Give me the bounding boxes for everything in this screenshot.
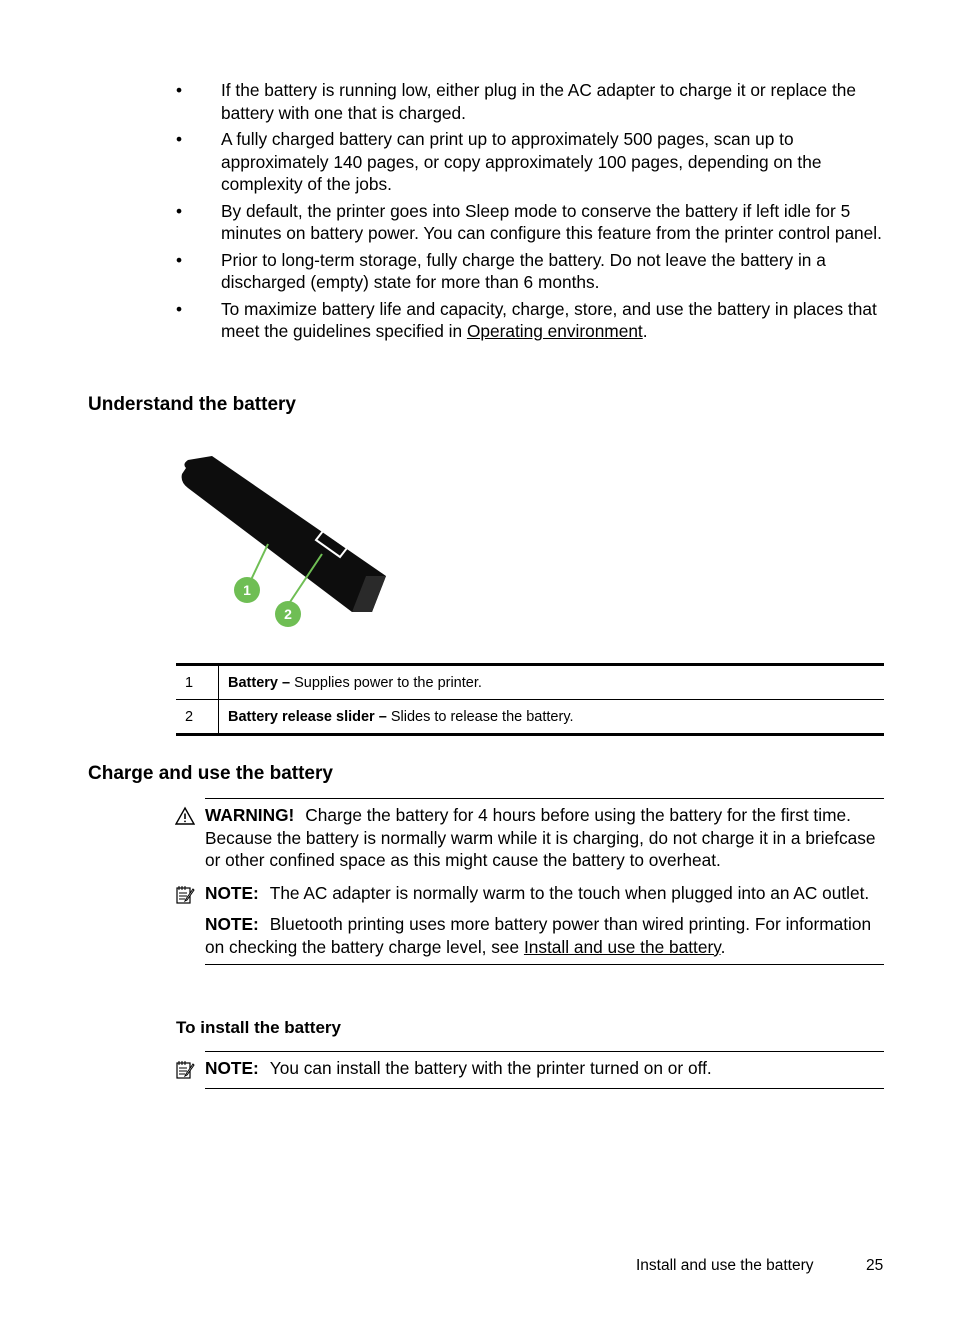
heading-charge-battery: Charge and use the battery (88, 763, 333, 784)
row-number: 2 (176, 700, 219, 735)
battery-illustration (176, 452, 392, 632)
bullet-text: By default, the printer goes into Sleep mode to conserve the battery if left idle for 5 minutes on battery power. You can configure this feature from the printer control panel. (221, 200, 882, 243)
row-term: Battery release slider – (228, 708, 387, 725)
warning-label: WARNING! (205, 805, 295, 825)
operating-environment-link[interactable]: Operating environment (466, 321, 643, 341)
note-pad-icon (175, 1059, 195, 1079)
warning-text: Charge the battery for 4 hours before using the battery for the first time. Because the battery is normally warm while it is charging, do not charge it in a briefcase or other confined space as this might cause the battery to overheat. (205, 805, 876, 870)
row-desc: Slides to release the battery. (386, 708, 574, 725)
list-item (176, 128, 886, 196)
battery-drawing (176, 452, 392, 632)
footer-section-title: Install and use the battery (636, 1257, 814, 1274)
list-item (176, 298, 886, 343)
row-term: Battery – (228, 674, 291, 691)
note-callout-bluetooth (205, 913, 884, 958)
bullet-text-after: . (642, 321, 648, 341)
note-text-before: Bluetooth printing uses more battery power than wired printing. For information on checking the battery charge level, see (205, 914, 872, 957)
list-item (176, 79, 886, 124)
table-row (176, 700, 884, 735)
note-text: The AC adapter is normally warm to the touch when plugged into an AC outlet. (269, 882, 870, 903)
callout-2-number: 2 (284, 606, 292, 622)
bullet-list (176, 79, 886, 347)
heading-understand-battery: Understand the battery (88, 394, 296, 415)
note-callout (205, 1057, 884, 1080)
note-text: You can install the battery with the printer turned on or off. (269, 1058, 712, 1078)
row-description (219, 665, 885, 700)
note-label: NOTE: (205, 1058, 259, 1078)
table-row (176, 665, 884, 700)
row-desc: Supplies power to the printer. (290, 674, 482, 691)
bullet-mark: • (176, 80, 183, 100)
warning-triangle-icon (175, 806, 195, 826)
bullet-text: Prior to long-term storage, fully charge the battery. Do not leave the battery in a discharged (empty) state for more than 6 months. (221, 249, 826, 292)
bullet-mark: • (176, 200, 183, 221)
bullet-mark: • (176, 298, 183, 319)
callout-box-charge (205, 798, 884, 965)
note-callout (205, 882, 884, 905)
callout-1-number: 1 (243, 582, 251, 598)
row-number: 1 (176, 665, 219, 700)
row-description (219, 700, 885, 735)
note-label: NOTE: (205, 914, 259, 934)
bullet-text: If the battery is running low, either plug in the AC adapter to charge it or replace the battery with one that is charged. (221, 80, 856, 123)
bullet-mark: • (176, 129, 183, 149)
parts-table (176, 663, 884, 736)
list-item (176, 249, 886, 294)
heading-install-battery: To install the battery (176, 1018, 341, 1037)
battery-body (182, 456, 386, 612)
bullet-text: A fully charged battery can print up to approximately 500 pages, scan up to approximately 140 pages, or copy approximately 100 pages, depending on the complexity of the jobs. (221, 129, 822, 194)
note-text-after: . (720, 936, 726, 957)
list-item (176, 200, 886, 245)
callout-1-leader (250, 544, 268, 582)
note-pad-icon (175, 884, 195, 904)
install-use-battery-link[interactable]: Install and use the battery (523, 936, 721, 957)
callout-box-install (205, 1051, 884, 1089)
page-number: 25 (866, 1257, 884, 1274)
bullet-mark: • (176, 249, 183, 270)
warning-callout (205, 804, 884, 872)
bullet-text-before: To maximize battery life and capacity, charge, store, and use the battery in places that meet the guidelines specified in (221, 298, 877, 341)
note-label: NOTE: (205, 882, 259, 903)
